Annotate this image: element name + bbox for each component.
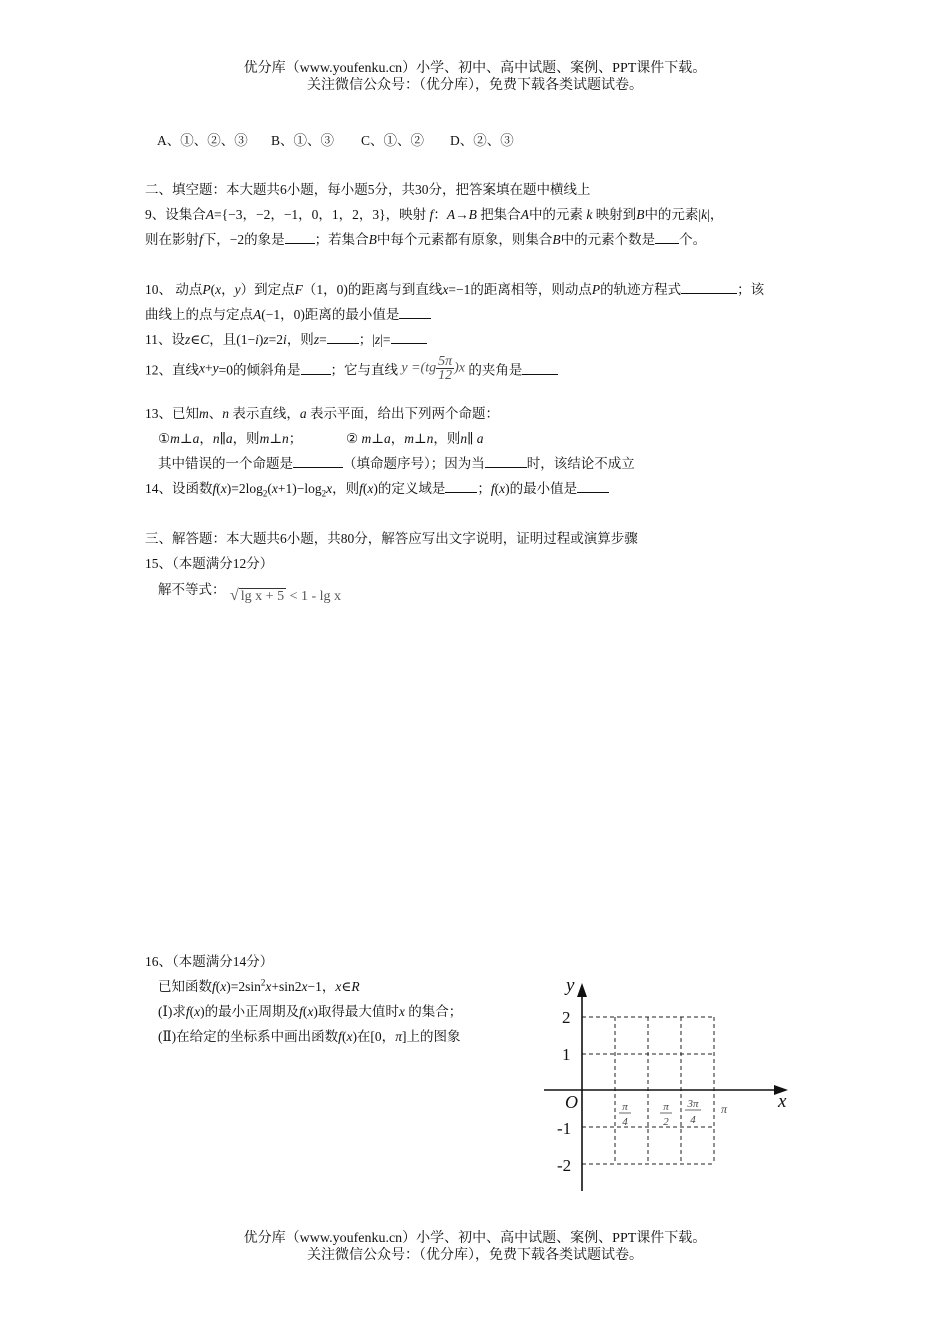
sqrt-symbol: √	[230, 587, 239, 604]
x-tick-3pi4-num: 3π	[687, 1098, 699, 1110]
y-tick-minus-2: -2	[557, 1156, 572, 1175]
question-12: 12、直线x+y=0的倾斜角是 ；它与直线 y =(tg $\frac{5\pi}{12}$ )x 的夹角是	[145, 355, 558, 391]
origin-label: O	[565, 1092, 578, 1112]
answer-blank[interactable]	[327, 331, 359, 344]
x-axis-label: x	[778, 1091, 787, 1112]
question-11: 11、设z∈C，且(1−i)z=2i，则z= ；|z|=	[145, 328, 427, 348]
question-13-proposition-2: ② m⊥a，m⊥n，则n∥ a	[346, 431, 484, 446]
header-line-1: 优分库（www.youfenku.cn）小学、初中、高中试题、案例、PPT课件下载。	[243, 61, 707, 76]
answer-blank[interactable]	[655, 231, 679, 244]
question-10-line-1: 10、 动点P(x，y）到定点F（1，0)的距离与到直线x=−1的距离相等，则动点P的轨迹方程式 ；该	[145, 282, 765, 297]
question-10-line-2: 曲线上的点与定点A(−1，0)距离的最小值是	[145, 303, 431, 323]
question-16-part-2: (Ⅱ)在给定的坐标系中画出函数f(x)在[0，π]上的图象	[158, 1029, 461, 1044]
inequality	[230, 587, 341, 605]
question-16-line-1: 已知函数$f(x)=2\sin^2x+\sin 2x-1$，x∈R	[158, 977, 360, 994]
question-15-prompt: 解不等式：	[158, 582, 226, 597]
answer-blank[interactable]	[301, 362, 331, 375]
x-tick-pi2-den: 2	[663, 1116, 669, 1128]
question-13-proposition-1: ①m⊥a，n∥a，则m⊥n；	[158, 431, 303, 446]
coordinate-graph	[530, 965, 800, 1200]
answer-blank[interactable]	[577, 480, 609, 493]
section-2-title: 二、填空题：本大题共6小题，每小题5分，共30分，把答案填在题中横线上	[145, 182, 591, 197]
question-9-line-1: 9、设集合A={−3，−2，−1，0，1，2，3}，映射 f：A→B 把集合A中的元素 k 映射到B中的元素|k|，	[145, 207, 724, 222]
answer-blank[interactable]	[681, 281, 737, 294]
choice-b: B、①、③	[271, 133, 335, 148]
x-tick-pi4-den: 4	[622, 1116, 628, 1128]
question-9-line-2: 则在影射f下，−2的象是 ；若集合B中每个元素都有原象，则集合B中的元素个数是 个。	[145, 232, 707, 247]
question-16-title: 16、（本题满分14分）	[145, 954, 274, 969]
question-14: 14、设函数$f(x)=2\log_2(x+1)-\log_2x$，则f(x)的定义域是 ；f(x)的最小值是	[145, 477, 609, 499]
answer-blank[interactable]	[522, 362, 558, 375]
answer-blank[interactable]	[485, 455, 527, 468]
inequality-rhs: < 1 - lg x	[289, 589, 342, 604]
answer-blank[interactable]	[285, 231, 315, 244]
choice-c: C、①、②	[361, 133, 425, 148]
question-13-line-3: 其中错误的一个命题是 （填命题序号）；因为当 时，该结论不成立	[158, 456, 635, 471]
x-tick-3pi4-den: 4	[690, 1114, 696, 1126]
answer-blank[interactable]	[399, 306, 431, 319]
answer-blank[interactable]	[445, 480, 477, 493]
x-tick-pi2-num: π	[663, 1101, 669, 1113]
sqrt-body: lg x + 5	[240, 589, 285, 604]
fraction-5pi-12: $\frac{5\pi}{12}$	[438, 354, 453, 383]
answer-blank[interactable]	[293, 455, 343, 468]
y-tick-1: 1	[562, 1045, 571, 1064]
choice-a: A、①、②、③	[157, 133, 248, 148]
answer-blank[interactable]	[391, 331, 427, 344]
x-tick-pi4-num: π	[622, 1101, 628, 1113]
line-equation-left: y =(tg	[401, 360, 437, 376]
question-15-title: 15、（本题满分12分）	[145, 556, 274, 571]
footer-line-1: 优分库（www.youfenku.cn）小学、初中、高中试题、案例、PPT课件下载。	[243, 1231, 707, 1246]
y-axis-arrow-icon	[577, 983, 587, 997]
x-tick-labels	[619, 1098, 728, 1128]
footer-line-2: 关注微信公众号：（优分库），免费下载各类试题试卷。	[307, 1248, 643, 1263]
y-tick-minus-1: -1	[557, 1119, 572, 1138]
question-13-line-1: 13、已知m、n 表示直线，a 表示平面，给出下列两个命题：	[145, 406, 499, 421]
section-3-title: 三、解答题：本大题共6小题，共80分，解答应写出文字说明，证明过程或演算步骤	[145, 531, 638, 546]
x-tick-pi: π	[720, 1102, 728, 1116]
y-tick-2: 2	[562, 1008, 571, 1027]
line-equation-right: )x	[454, 360, 465, 376]
header-line-2: 关注微信公众号：（优分库），免费下载各类试题试卷。	[307, 78, 643, 93]
choice-d: D、②、③	[450, 133, 514, 148]
question-16-part-1: (Ⅰ)求f(x)的最小正周期及f(x)取得最大值时x 的集合；	[158, 1004, 463, 1019]
y-axis-label: y	[566, 975, 575, 996]
